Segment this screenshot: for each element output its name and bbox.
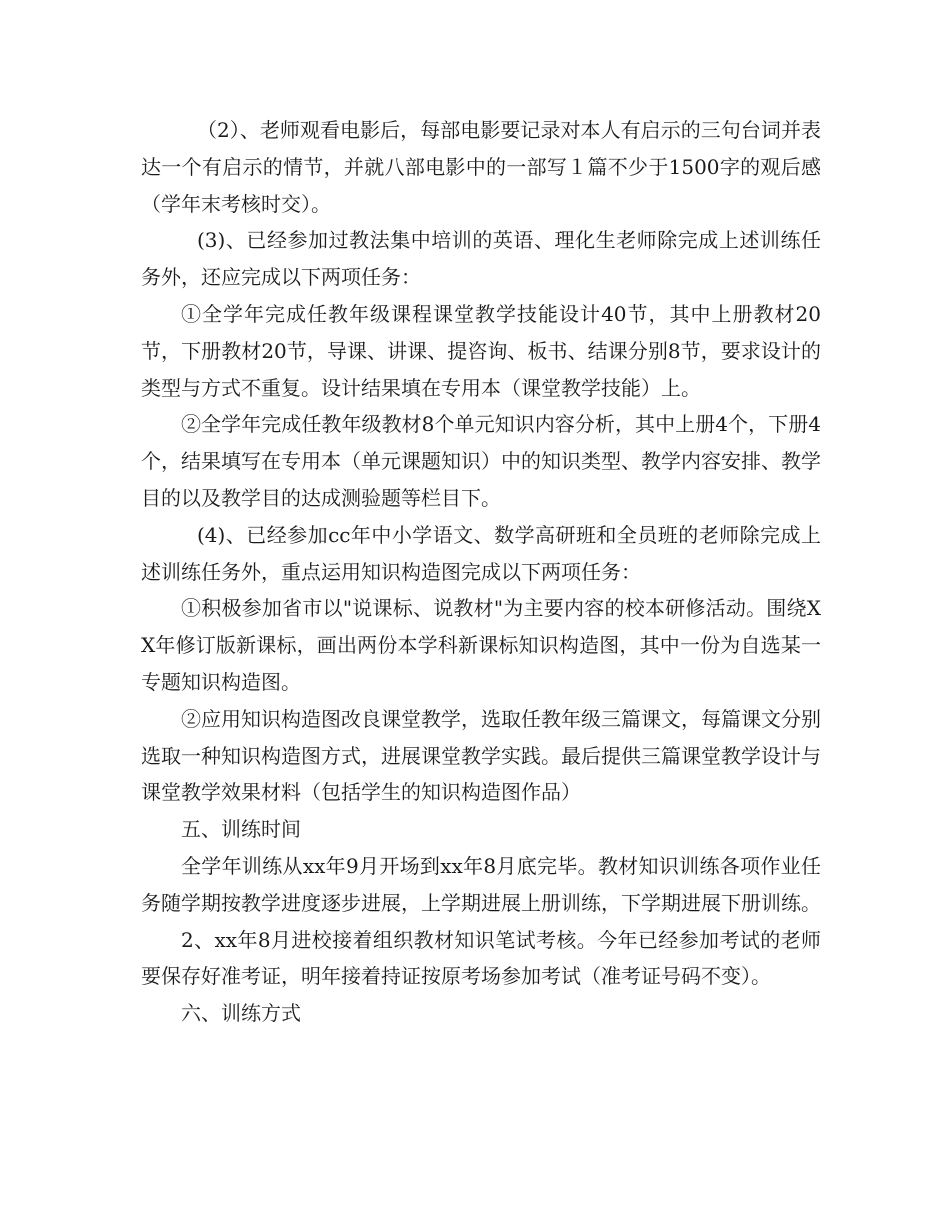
paragraph-exam: 2、xx年8月进校接着组织教材知识笔试考核。今年已经参加考试的老师要保存好准考证，明年接着持证按原考场参加考试（准考证号码不变）。 xyxy=(141,927,821,989)
paragraph-schedule: 全学年训练从xx年9月开场到xx年8月底完毕。教材知识训练各项作业任务随学期按教学进度逐步进展，上学期进展上册训练，下学期进展下册训练。 xyxy=(141,853,821,915)
paragraph-research-activity: ①积极参加省市以"说课标、说教材"为主要内容的校本研修活动。围绕XX年修订版新课标，画出两份本学科新课标知识构造图，其中一份为自选某一专题知识构造图。 xyxy=(141,596,821,694)
paragraph-movie-task: （2）、老师观看电影后，每部电影要记录对本人有启示的三句台词并表达一个有启示的情节，并就八部电影中的一部写１篇不少于1500字的观后感（学年末考核时交）。 xyxy=(141,118,821,216)
paragraph-task-4: (4)、已经参加cc年中小学语文、数学高研班和全员班的老师除完成上述训练任务外，重点运用知识构造图完成以下两项任务： xyxy=(141,522,821,584)
paragraph-skill-design: ①全学年完成任教年级课程课堂教学技能设计40节，其中上册教材20节，下册教材20节，导课、讲课、提咨询、板书、结课分别8节，要求设计的类型与方式不重复。设计结果填在专用本（课堂教学技能）上。 xyxy=(141,301,821,400)
paragraph-task-3: (3)、已经参加过教法集中培训的英语、理化生老师除完成上述训练任务外，还应完成以下两项任务： xyxy=(141,228,821,290)
paragraph-structure-map: ②应用知识构造图改良课堂教学，选取任教年级三篇课文，每篇课文分别选取一种知识构造图方式，进展课堂教学实践。最后提供三篇课堂教学设计与课堂教学效果材料（包括学生的知识构造图作品） xyxy=(141,706,821,805)
document-page xyxy=(141,112,821,1032)
section-heading-training-method: 六、训练方式 xyxy=(181,1001,301,1026)
section-heading-training-time: 五、训练时间 xyxy=(181,817,301,842)
paragraph-unit-analysis: ②全学年完成任教年级教材8个单元知识内容分析，其中上册4个，下册4个，结果填写在专用本（单元课题知识）中的知识类型、教学内容安排、教学目的以及教学目的达成测验题等栏目下。 xyxy=(141,412,821,510)
